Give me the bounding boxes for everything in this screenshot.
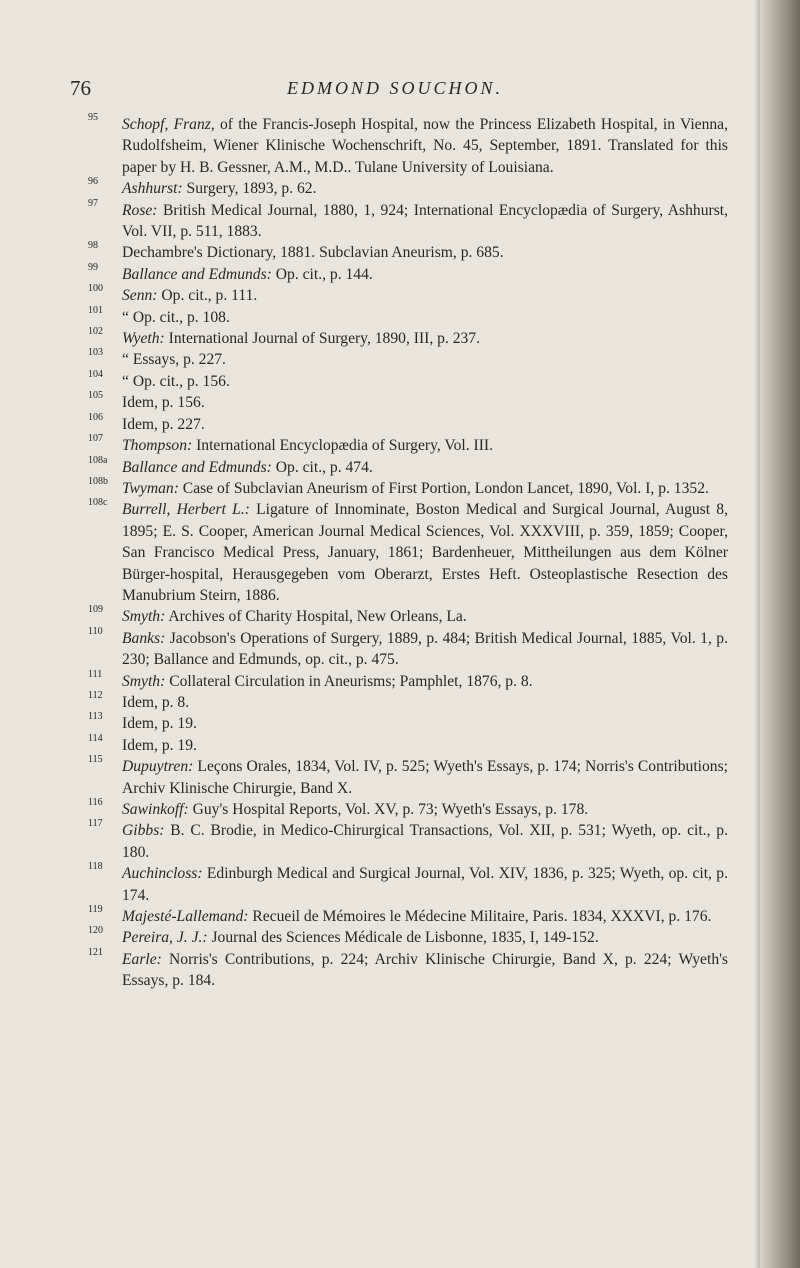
footnote-number: 118 (88, 861, 103, 873)
footnote-number: 112 (88, 689, 103, 701)
footnote-body (122, 459, 373, 476)
footnote-number: 98 (88, 240, 98, 252)
footnote-number: 102 (88, 326, 103, 338)
footnote-number: 105 (88, 390, 103, 402)
footnote-item (88, 906, 728, 927)
footnote-body (122, 351, 226, 368)
footnote-number: 108c (88, 497, 108, 509)
footnote-number: 106 (88, 411, 103, 423)
footnote-body (122, 801, 588, 818)
footnote-item (88, 328, 728, 349)
footnote-number: 109 (88, 604, 103, 616)
running-head: EDMOND SOUCHON. (287, 78, 503, 98)
footnote-number: 113 (88, 711, 103, 723)
footnote-item (88, 625, 728, 671)
footnote-text: Op. cit., p. 474. (271, 458, 373, 476)
footnote-number: 107 (88, 433, 103, 445)
footnote-text: Op. cit., p. 111. (157, 287, 258, 305)
footnote-number: 100 (88, 283, 103, 295)
footnote-body (122, 309, 230, 326)
footnote-number: 114 (88, 732, 103, 744)
footnote-author: Sawinkoff: (122, 801, 189, 818)
footnote-item (88, 732, 728, 756)
footnote-number: 99 (88, 261, 98, 273)
footnote-body (122, 865, 728, 903)
footnote-body (122, 737, 197, 754)
footnote-text: International Journal of Surgery, 1890, III, p. 237. (164, 330, 481, 348)
footnote-author: Ballance and Edmunds: (122, 265, 272, 283)
footnote-item (88, 261, 728, 285)
footnote-item (88, 368, 728, 392)
footnote-body (122, 673, 533, 690)
footnote-item (88, 349, 728, 370)
footnote-item (88, 820, 728, 863)
footnote-item (88, 411, 728, 435)
footnote-body (122, 287, 257, 304)
footnote-author: Ballance and Edmunds: (122, 458, 272, 476)
footnote-number: 108a (88, 454, 108, 466)
footnote-item (88, 499, 728, 606)
footnote-author: Schopf, Franz, (122, 116, 215, 133)
footnote-number: 103 (88, 347, 103, 359)
footnote-body (122, 416, 205, 433)
footnote-text: Jacobson's Operations of Surgery, 1889, p. 484; British Medical Journal, 1885, Vol. 1, p. 230; Ballance and Edmunds, op. cit., p. 475. (122, 629, 728, 669)
footnote-body (122, 929, 599, 946)
footnote-author: Auchincloss: (122, 865, 203, 883)
footnote-text: “ Essays, p. 227. (122, 351, 226, 369)
footnote-body (122, 758, 728, 796)
footnote-author: Pereira, J. J.: (122, 929, 208, 947)
footnote-author: Burrell, Herbert L.: (122, 501, 250, 519)
footnote-item (88, 114, 728, 178)
footnote-item (88, 606, 728, 627)
footnote-item (88, 454, 728, 478)
footnote-body (122, 480, 709, 497)
footnote-text: Leçons Orales, 1834, Vol. IV, p. 525; Wyeth's Essays, p. 174; Norris's Contributions; Archiv Klinische Chirurgie, Band X. (122, 758, 728, 797)
footnote-text: Dechambre's Dictionary, 1881. Subclavian Aneurism, p. 685. (122, 244, 504, 262)
footnote-author: Thompson: (122, 437, 193, 455)
footnote-body (122, 608, 467, 625)
footnote-number: 96 (88, 176, 98, 188)
footnote-body (122, 715, 197, 732)
footnote-item (88, 435, 728, 456)
footnote-text: British Medical Journal, 1880, 1, 924; International Encyclopædia of Surgery, Ashhurst, Vol. VII, p. 511, 1883. (122, 201, 728, 241)
footnote-text: Idem, p. 227. (122, 415, 205, 433)
footnote-body (122, 437, 493, 454)
footnote-author: Wyeth: (122, 330, 165, 348)
footnote-text: Journal des Sciences Médicale de Lisbonne, 1835, I, 149-152. (207, 929, 599, 947)
footnote-body (122, 908, 711, 925)
footnote-text: Op. cit., p. 144. (271, 265, 373, 283)
footnote-number: 116 (88, 797, 103, 808)
footnote-text: Norris's Contributions, p. 224; Archiv Klinische Chirurgie, Band X, p. 224; Wyeth's Essays, p. 184. (122, 950, 728, 990)
page-number: 76 (70, 76, 91, 100)
footnote-text: Recueil de Mémoires le Médecine Militaire, Paris. 1834, XXXVI, p. 176. (248, 908, 712, 926)
footnote-number: 115 (88, 754, 103, 766)
footnote-text: of the Francis-Joseph Hospital, now the Princess Elizabeth Hospital, in Vienna, Rudolfsheim, Wiener Klinische Wochenschrift, No. 45, September, 1891. Translated for this paper by H. B. Gessner, A.M., M.D.. Tulane University of Louisiana. (122, 116, 728, 176)
footnote-body (122, 330, 480, 347)
book-edge (760, 0, 800, 1268)
footnote-item (88, 475, 728, 499)
footnote-item (88, 392, 728, 413)
footnote-author: Earle: (122, 950, 162, 968)
footnote-author: Smyth: (122, 608, 166, 626)
footnote-item (88, 304, 728, 328)
footnote-number: 120 (88, 925, 103, 937)
footnote-body (122, 501, 728, 604)
footnote-author: Dupuytren: (122, 758, 194, 776)
footnote-body (122, 951, 728, 989)
footnote-item (88, 668, 728, 692)
footnote-text: Case of Subclavian Aneurism of First Portion, London Lancet, 1890, Vol. I, p. 1352. (178, 479, 709, 497)
footnote-body (122, 373, 230, 390)
footnote-item (88, 197, 728, 243)
footnote-item (88, 242, 728, 263)
footnote-item (88, 863, 728, 906)
footnote-body (122, 630, 728, 668)
footnote-list (88, 114, 728, 992)
footnote-author: Smyth: (122, 672, 166, 690)
footnote-item (88, 689, 728, 713)
footnote-item (88, 946, 728, 992)
footnote-text: International Encyclopædia of Surgery, Vol. III. (192, 437, 494, 455)
footnote-author: Majesté-Lallemand: (122, 908, 249, 926)
footnote-body (122, 116, 728, 176)
footnote-author: Senn: (122, 287, 158, 305)
footnote-text: Surgery, 1893, p. 62. (182, 180, 317, 198)
footnote-text: Idem, p. 8. (122, 693, 190, 711)
footnote-author: Rose: (122, 201, 158, 219)
footnote-body (122, 244, 504, 261)
footnote-item (88, 799, 728, 820)
footnote-text: Idem, p. 156. (122, 394, 205, 412)
footnote-body (122, 694, 189, 711)
footnote-number: 119 (88, 904, 103, 916)
footnote-author: Twyman: (122, 479, 179, 497)
footnote-number: 117 (88, 818, 103, 830)
footnote-text: Ligature of Innominate, Boston Medical and Surgical Journal, August 8, 1895; E. S. Cooper, American Journal Medical Sciences, Vol. XXXVIII, p. 359, 1859; Cooper, San Francisco Medical Press, January, 1861; Bardenheuer, Mittheilungen aus dem Kölner Bürger-hospital, Herausgegeben vom Oberarzt, Erstes Heft. Osteoplastische Resection des Manubrium Steirn, 1886. (122, 501, 728, 604)
footnote-text: Archives of Charity Hospital, New Orleans, La. (165, 608, 467, 626)
page-header (70, 76, 720, 106)
footnote-author: Banks: (122, 629, 166, 647)
footnote-item (88, 285, 728, 306)
footnote-text: B. C. Brodie, in Medico-Chirurgical Transactions, Vol. XII, p. 531; Wyeth, op. cit., p. 180. (122, 822, 728, 861)
footnote-text: “ Op. cit., p. 156. (122, 372, 230, 390)
footnote-body (122, 180, 317, 197)
footnote-text: Guy's Hospital Reports, Vol. XV, p. 73; Wyeth's Essays, p. 178. (188, 801, 589, 818)
footnote-number: 121 (88, 946, 103, 958)
footnote-item (88, 927, 728, 948)
footnote-number: 111 (88, 668, 103, 680)
footnote-number: 97 (88, 197, 98, 209)
footnote-number: 101 (88, 304, 103, 316)
footnote-author: Ashhurst: (122, 180, 183, 198)
footnote-item (88, 178, 728, 199)
footnote-body (122, 266, 373, 283)
footnote-author: Gibbs: (122, 822, 165, 840)
footnote-item (88, 756, 728, 799)
footnote-body (122, 202, 728, 240)
footnote-text: Idem, p. 19. (122, 715, 197, 733)
footnote-number: 95 (88, 112, 98, 123)
footnote-number: 104 (88, 368, 103, 380)
footnote-text: “ Op. cit., p. 108. (122, 308, 230, 326)
footnote-number: 108b (88, 475, 108, 487)
footnote-text: Collateral Circulation in Aneurisms; Pamphlet, 1876, p. 8. (165, 672, 533, 690)
footnote-number: 110 (88, 625, 103, 637)
footnote-text: Idem, p. 19. (122, 736, 197, 754)
footnote-body (122, 822, 728, 860)
footnote-item (88, 713, 728, 734)
footnote-body (122, 394, 205, 411)
footnote-text: Edinburgh Medical and Surgical Journal, Vol. XIV, 1836, p. 325; Wyeth, op. cit, p. 174. (122, 865, 728, 904)
